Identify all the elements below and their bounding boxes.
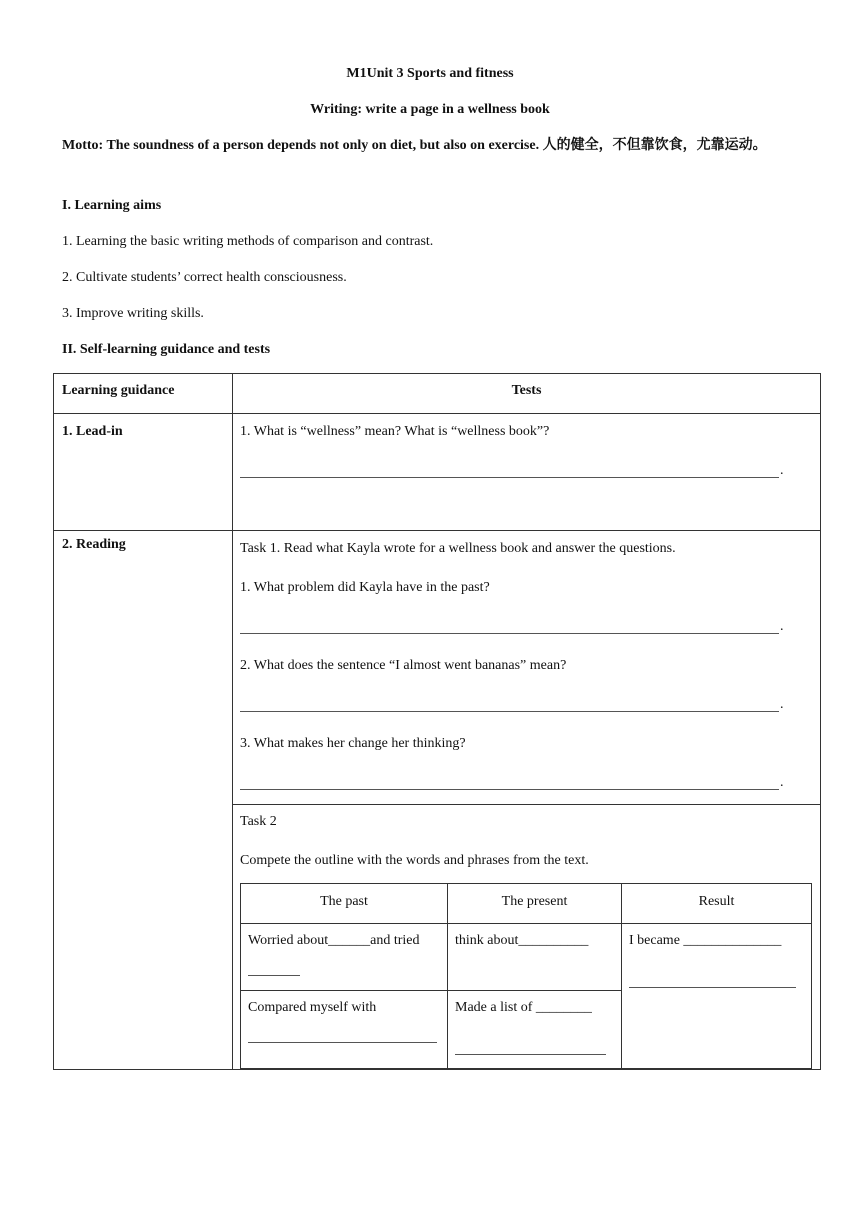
reading-tests-cell [233, 531, 821, 1070]
aim-item: 2. Cultivate students’ correct health consciousness. [62, 270, 347, 285]
guidance-heading: II. Self-learning guidance and tests [62, 342, 271, 357]
aim-item: 3. Improve writing skills. [62, 306, 204, 321]
outline-row [241, 924, 812, 991]
leadin-tests-cell [233, 414, 821, 531]
fill-blank[interactable] [248, 975, 300, 976]
outline-cell-past-1 [241, 924, 448, 991]
table-header-row [54, 374, 821, 414]
task1-question-2: 2. What does the sentence “I almost went bananas” mean? [240, 658, 567, 673]
fill-blank[interactable] [629, 987, 796, 988]
leadin-row [54, 414, 821, 531]
outline-table [240, 883, 812, 1069]
task2-block [233, 805, 820, 1069]
learning-aims-heading: I. Learning aims [62, 198, 162, 213]
leadin-label: 1. Lead-in [62, 424, 123, 439]
answer-period: . [780, 697, 784, 712]
answer-period: . [780, 619, 784, 634]
answer-period: . [780, 775, 784, 790]
answer-line[interactable] [240, 711, 779, 712]
reading-label-cell [54, 531, 233, 1070]
fill-blank[interactable] [248, 1042, 437, 1043]
task2-instruction: Compete the outline with the words and phrases from the text. [240, 853, 589, 868]
task2-title: Task 2 [240, 814, 277, 829]
outline-header-present: The present [448, 884, 622, 924]
outline-cell-present-1 [448, 924, 622, 991]
outline-cell-result [622, 924, 812, 1069]
task1-question-1: 1. What problem did Kayla have in the past? [240, 580, 490, 595]
answer-line[interactable] [240, 633, 779, 634]
outline-cell-past-2 [241, 991, 448, 1069]
answer-line[interactable] [240, 477, 779, 478]
page-title: M1Unit 3 Sports and fitness [346, 66, 514, 81]
guidance-table [53, 373, 821, 1070]
col-header-tests [233, 374, 821, 414]
task1-instruction: Task 1. Read what Kayla wrote for a wellness book and answer the questions. [240, 541, 676, 556]
outline-present-1-text[interactable]: think about__________ [455, 933, 589, 948]
leadin-question: 1. What is “wellness” mean? What is “wellness book”? [240, 424, 550, 439]
outline-header-row [241, 884, 812, 924]
col-header-guidance-label: Learning guidance [62, 383, 175, 398]
outline-past-1-text[interactable]: Worried about______and tried [248, 933, 420, 948]
leadin-label-cell [54, 414, 233, 531]
motto: Motto: The soundness of a person depends not only on diet, but also on exercise. 人的健全，不但靠饮食，尤靠运动。 [62, 138, 767, 153]
task1-question-3: 3. What makes her change her thinking? [240, 736, 466, 751]
outline-result-1-text[interactable]: I became ______________ [629, 933, 782, 948]
reading-row [54, 531, 821, 1070]
outline-present-2-text[interactable]: Made a list of ________ [455, 1000, 592, 1015]
outline-past-2-text: Compared myself with [248, 1000, 377, 1015]
outline-header-result: Result [622, 884, 812, 924]
answer-period: . [780, 463, 784, 478]
outline-cell-present-2 [448, 991, 622, 1069]
aim-item: 1. Learning the basic writing methods of comparison and contrast. [62, 234, 434, 249]
reading-label: 2. Reading [62, 537, 126, 552]
outline-header-past: The past [241, 884, 448, 924]
col-header-guidance [54, 374, 233, 414]
fill-blank[interactable] [455, 1054, 606, 1055]
col-header-tests-label: Tests [511, 383, 542, 398]
answer-line[interactable] [240, 789, 779, 790]
page-subtitle: Writing: write a page in a wellness book [310, 102, 550, 117]
